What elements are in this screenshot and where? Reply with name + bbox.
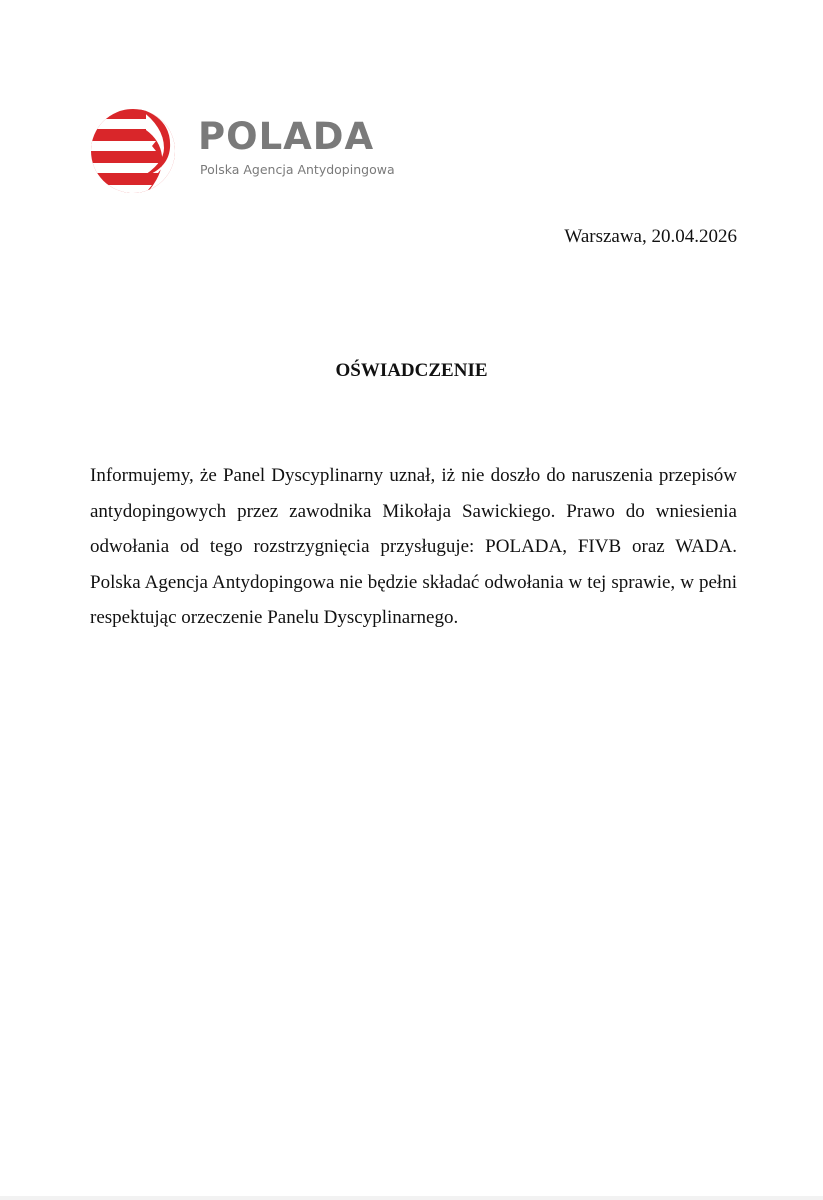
- polada-logo-icon: [90, 108, 176, 194]
- place-date: Warszawa, 20.04.2026: [564, 226, 737, 247]
- polada-logo: [90, 108, 395, 194]
- logo-tagline: Polska Agencja Antydopingowa: [200, 162, 395, 177]
- document-title: OŚWIADCZENIE: [335, 360, 488, 381]
- page-bottom-edge: [0, 1196, 823, 1200]
- logo-name: POLADA: [198, 115, 375, 158]
- statement-body: Informujemy, że Panel Dyscyplinarny uznał, iż nie doszło do naruszenia przepisów antydopingowych przez zawodnika Mikołaja Sawickiego. Prawo do wniesienia odwołania od tego rozstrzygnięcia przysługuje: POLADA, FIVB oraz WADA. Polska Agencja Antydopingowa nie będzie składać odwołania w tej sprawie, w pełni respektując orzeczenie Panelu Dyscyplinarnego.: [90, 465, 737, 628]
